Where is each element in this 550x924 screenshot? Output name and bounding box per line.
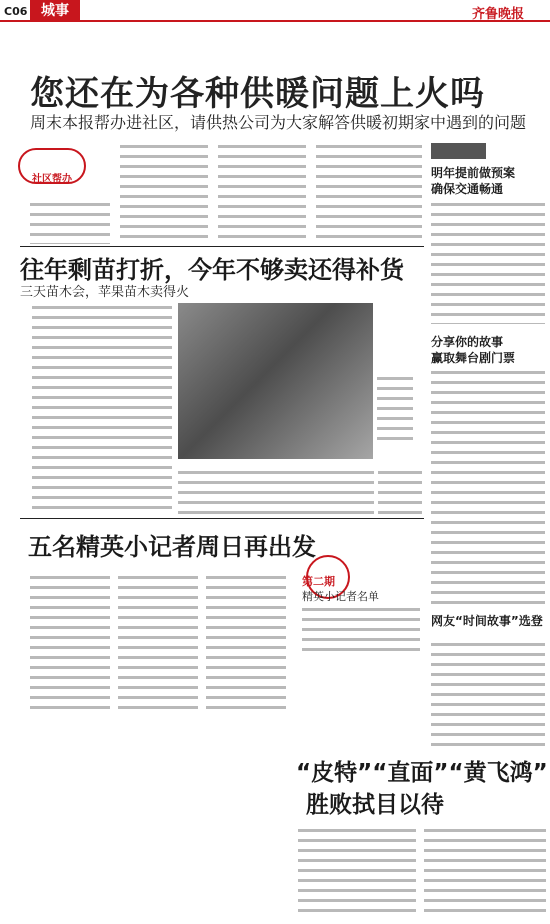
story3-roster <box>302 605 420 653</box>
story3-text-col-1 <box>30 573 110 713</box>
story2-headline: 往年剩苗打折，今年不够卖还得补货 <box>20 256 404 284</box>
right-headline-2b: 赢取舞台剧门票 <box>431 351 516 365</box>
right-text-3 <box>431 640 545 748</box>
right-headline-1a: 明年提前做预案 <box>431 166 516 180</box>
story2-text-col-3 <box>378 468 422 514</box>
lead-text-col-4 <box>316 142 422 244</box>
right-headline-2a: 分享你的故事 <box>431 335 504 349</box>
story4-text-col-1 <box>298 826 416 918</box>
community-help-label: 社区帮办 <box>32 174 72 185</box>
lead-headline: 您还在为各种供暖问题上火吗 <box>30 74 485 114</box>
right-column-tag <box>431 143 486 159</box>
right-headline-3: 网友“时间故事”选登 <box>431 614 543 628</box>
divider <box>20 246 424 247</box>
story2-subhead: 三天苗木会，苹果苗木卖得火 <box>20 285 190 300</box>
divider <box>20 518 424 519</box>
page-number: C06 <box>4 5 28 18</box>
story4-headline-a: “皮特”“直面”“黄飞鸿” <box>296 760 548 786</box>
page-header <box>0 0 550 22</box>
story2-text-col-2 <box>178 468 374 514</box>
story3-promo: 第二期 <box>302 575 335 588</box>
story4-text-col-2 <box>424 826 546 918</box>
story3-headline: 五名精英小记者周日再出发 <box>28 533 316 561</box>
lead-text-col-1 <box>30 200 110 244</box>
lead-text-col-2 <box>120 142 208 244</box>
seedling-market-photo <box>178 303 373 459</box>
lead-subhead: 周末本报帮办进社区，请供热公司为大家解答供暖初期家中遇到的问题 <box>30 113 527 132</box>
lead-text-col-3 <box>218 142 306 244</box>
right-text-1 <box>431 200 545 324</box>
story3-promo-sub: 精英小记者名单 <box>302 590 379 603</box>
right-text-2 <box>431 368 545 604</box>
story3-text-col-2 <box>118 573 198 713</box>
story4-headline-b: 胜败拭目以待 <box>306 792 444 818</box>
story2-text-col-1 <box>32 303 172 509</box>
brand-name: 齐鲁晚报 <box>472 7 525 22</box>
story3-text-col-3 <box>206 573 286 713</box>
right-headline-1b: 确保交通畅通 <box>431 182 504 196</box>
story2-photo-caption <box>377 374 413 446</box>
section-title: 城事 <box>30 0 80 22</box>
